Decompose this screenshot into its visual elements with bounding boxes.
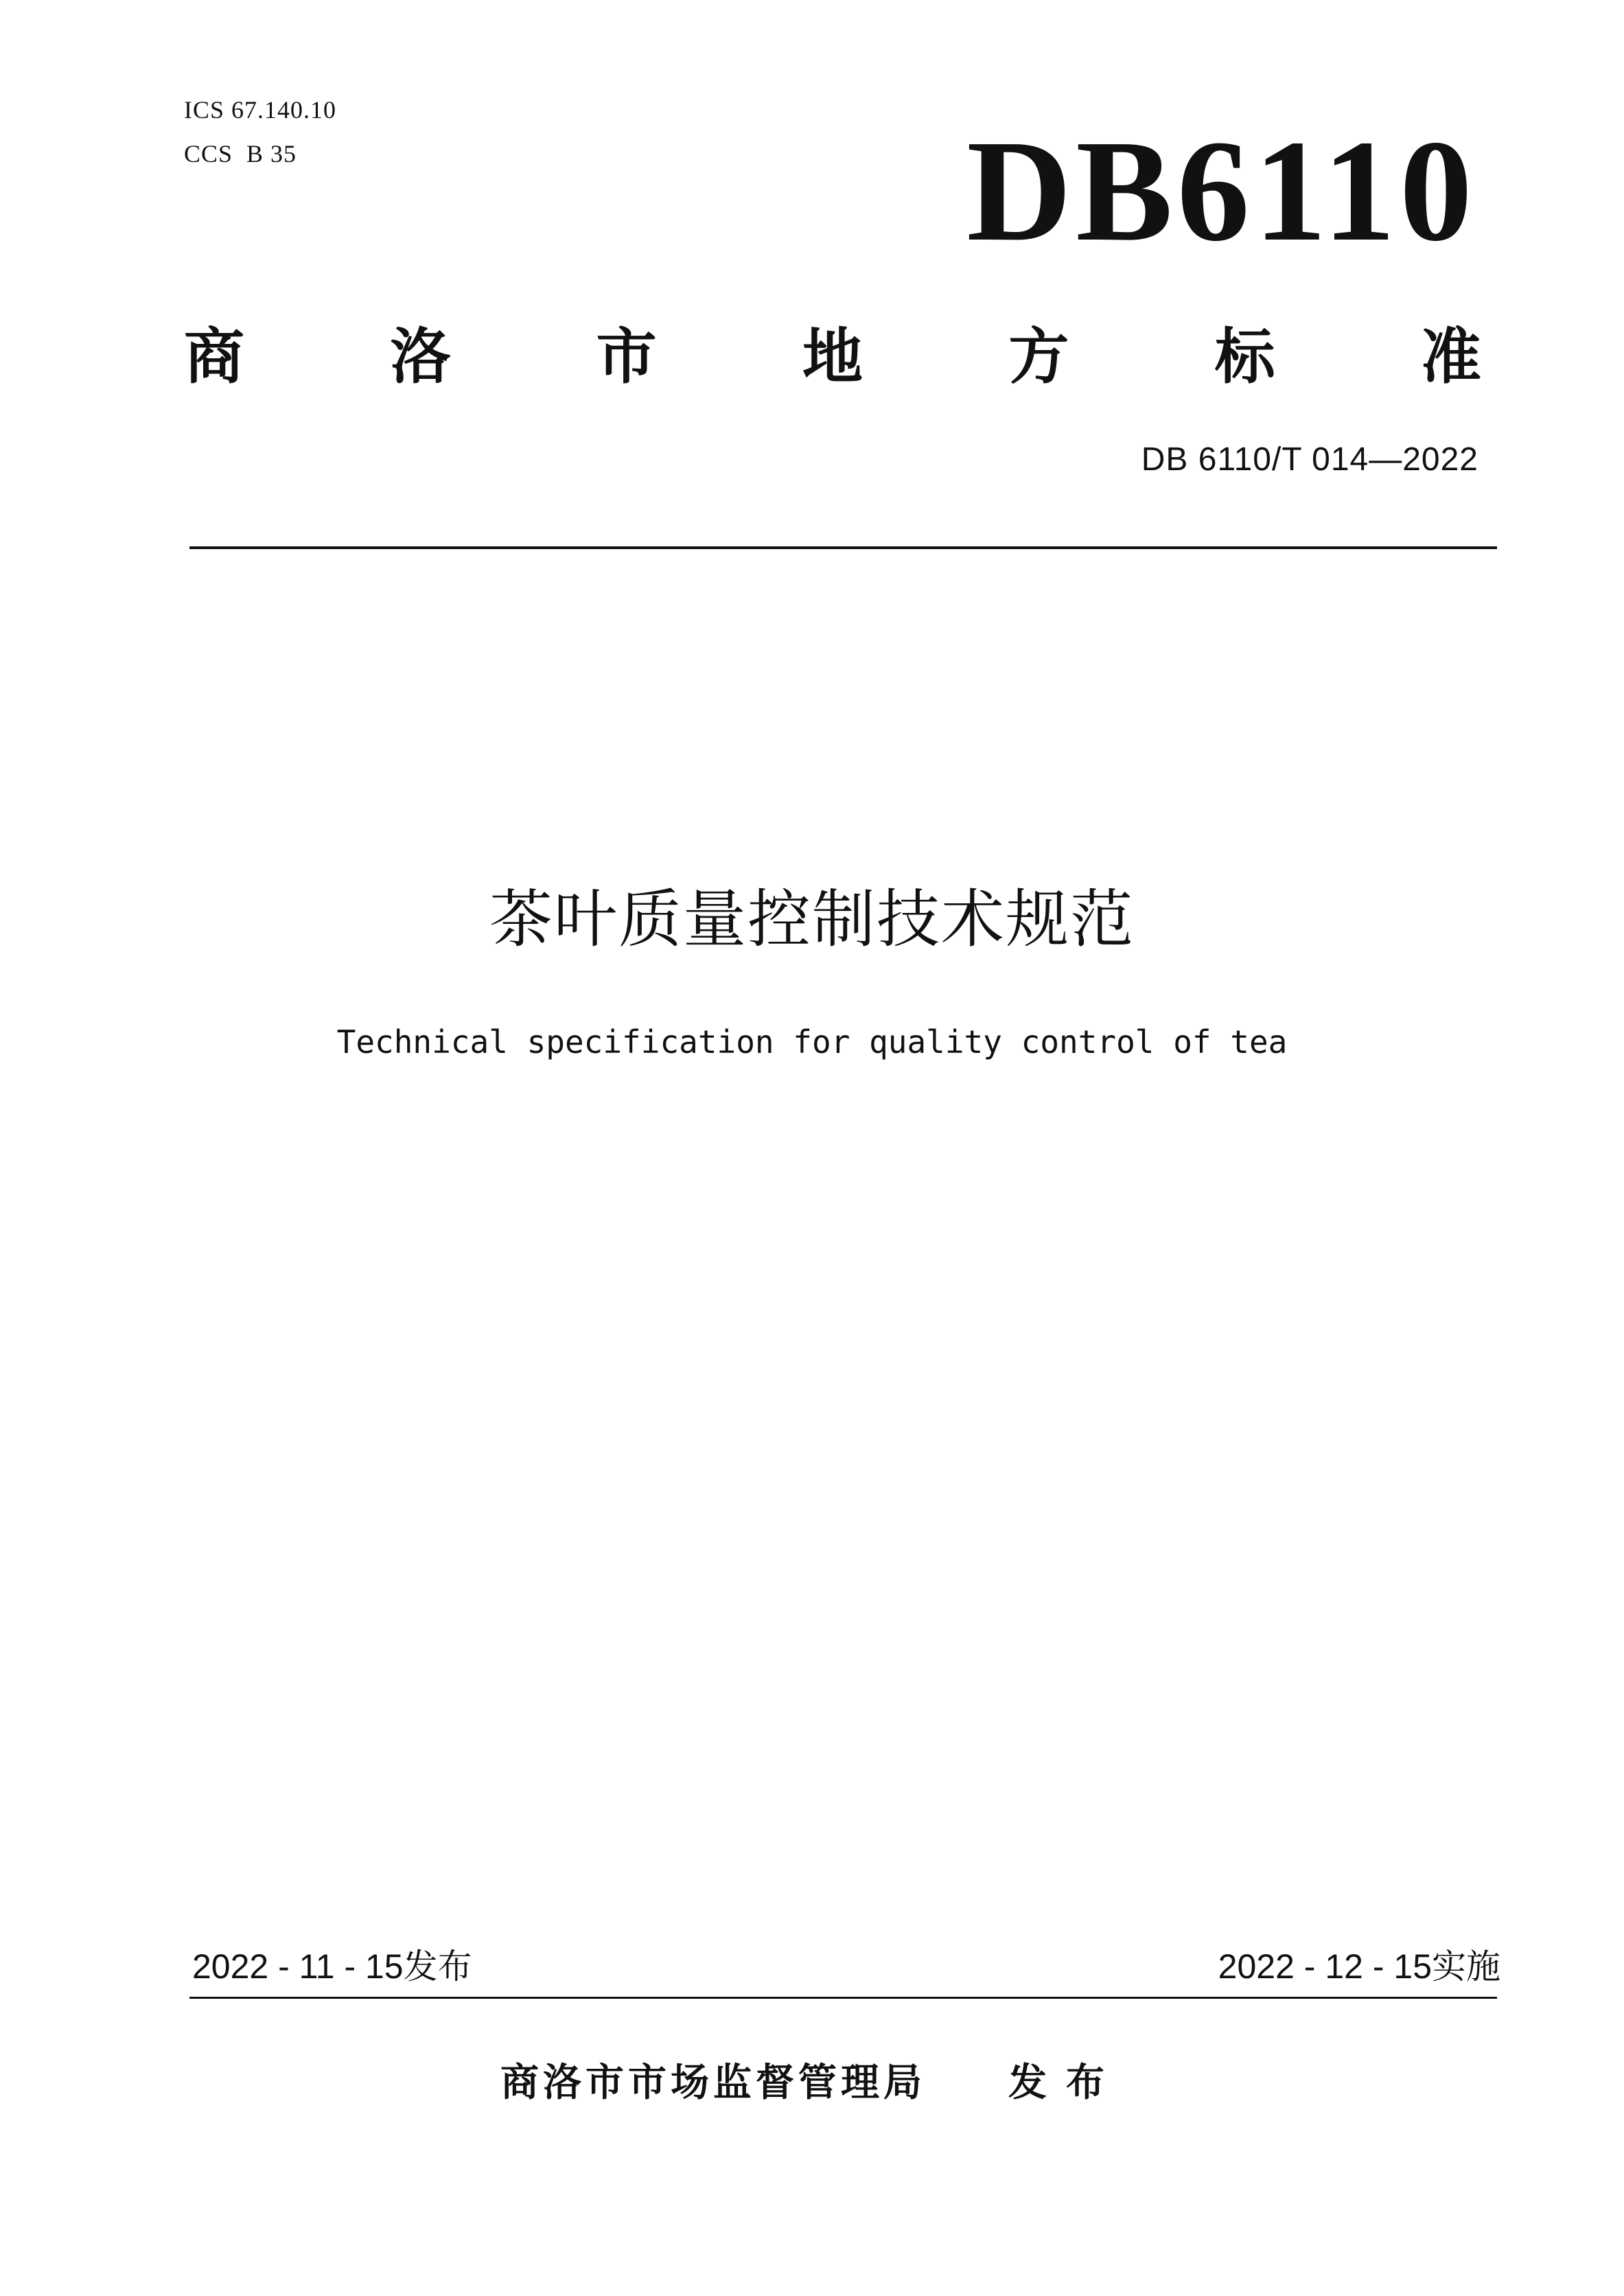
- publisher-action: 发布: [1008, 2061, 1124, 2105]
- ics-code: ICS 67.140.10: [184, 96, 337, 124]
- top-divider: [189, 546, 1497, 549]
- implementation-date: 2022 - 12 - 15实施: [1218, 1947, 1500, 1986]
- standard-kind-title: [184, 316, 1481, 398]
- issue-date: 2022 - 11 - 15发布: [192, 1947, 472, 1986]
- publisher-organization: 商洛市市场监督管理局: [500, 2061, 926, 2105]
- standard-kind-char: 方: [1008, 321, 1069, 392]
- ccs-code: CCS B 35: [184, 140, 297, 167]
- standard-code: DB6110: [966, 110, 1476, 271]
- document-title-chinese: 茶叶质量控制技术规范: [489, 883, 1135, 956]
- standard-kind-char: 商: [184, 321, 245, 392]
- standard-kind-char: 准: [1420, 321, 1481, 392]
- publisher-line: [0, 2056, 1624, 2111]
- bottom-divider: [189, 1997, 1497, 1999]
- document-title-english: Technical specification for quality control of tea: [336, 1023, 1288, 1060]
- standard-number: DB 6110/T 014—2022: [1141, 441, 1478, 478]
- classification-codes: [184, 88, 336, 176]
- standard-kind-char: 市: [596, 321, 657, 392]
- standard-kind-char: 地: [802, 321, 863, 392]
- standard-kind-char: 洛: [390, 321, 451, 392]
- standard-kind-char: 标: [1214, 321, 1275, 392]
